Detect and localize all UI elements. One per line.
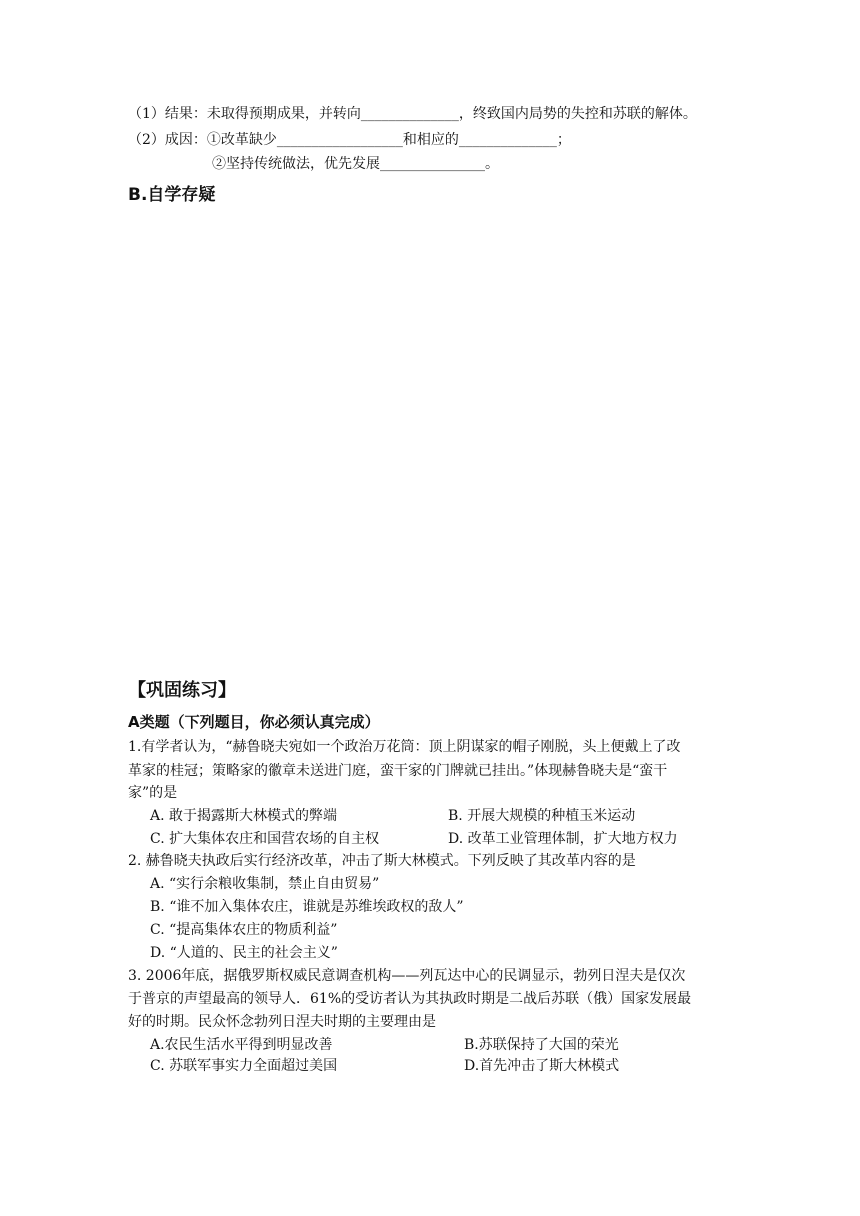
question-2-line-1: 2. 赫鲁晓夫执政后实行经济改革，冲击了斯大林模式。下列反映了其改革内容的是	[128, 853, 636, 869]
question-1-option-d: D. 改革工业管理体制，扩大地方权力	[448, 831, 678, 847]
question-1-line-3: 家”的是	[128, 785, 178, 801]
question-1-option-b: B. 开展大规模的种植玉米运动	[448, 808, 636, 824]
question-2-option-a: A. “实行余粮收集制，禁止自由贸易”	[150, 876, 380, 892]
practice-subheading: A类题（下列题目，你必须认真完成）	[128, 713, 380, 731]
review-cause-line: （2）成因：①改革缺少__________________和相应的______________；	[128, 132, 571, 148]
question-1-option-c: C. 扩大集体农庄和国营农场的自主权	[150, 831, 380, 847]
question-3-option-a: A.农民生活水平得到明显改善	[150, 1037, 333, 1053]
question-2-option-c: C. “提高集体农庄的物质利益”	[150, 922, 338, 938]
question-3-option-c: C. 苏联军事实力全面超过美国	[150, 1058, 338, 1074]
question-3-option-d: D.首先冲击了斯大林模式	[464, 1058, 620, 1074]
question-3-option-b: B.苏联保持了大国的荣光	[464, 1037, 619, 1053]
self-study-heading: B.自学存疑	[128, 185, 216, 205]
question-1-line-1: 1.有学者认为，“赫鲁晓夫宛如一个政治万花筒：顶上阴谋家的帽子刚脱，头上便戴上了改	[128, 739, 681, 755]
question-2-option-d: D. “人道的、民主的社会主义”	[150, 945, 338, 961]
review-result-line: （1）结果：未取得预期成果，并转向______________，终致国内局势的失控和苏联的解体。	[128, 106, 697, 122]
question-1-line-2: 革家的桂冠；策略家的徽章未送进门庭，蛮干家的门牌就已挂出。”体现赫鲁晓夫是“蛮干	[128, 763, 668, 779]
question-2-option-b: B. “谁不加入集体农庄，谁就是苏维埃政权的敌人”	[150, 899, 464, 915]
question-3-line-3: 好的时期。民众怀念勃列日涅夫时期的主要理由是	[128, 1014, 436, 1030]
practice-heading: 【巩固练习】	[128, 680, 236, 701]
review-cause-line-2: ②坚持传统做法，优先发展_______________。	[212, 156, 499, 172]
question-1-option-a: A. 敢于揭露斯大林模式的弊端	[150, 808, 338, 824]
question-3-line-2: 于普京的声望最高的领导人．61%的受访者认为其执政时期是二战后苏联（俄）国家发展最	[128, 991, 692, 1007]
question-3-line-1: 3. 2006年底，据俄罗斯权威民意调查机构——列瓦达中心的民调显示，勃列日涅夫是仅次	[128, 968, 686, 984]
